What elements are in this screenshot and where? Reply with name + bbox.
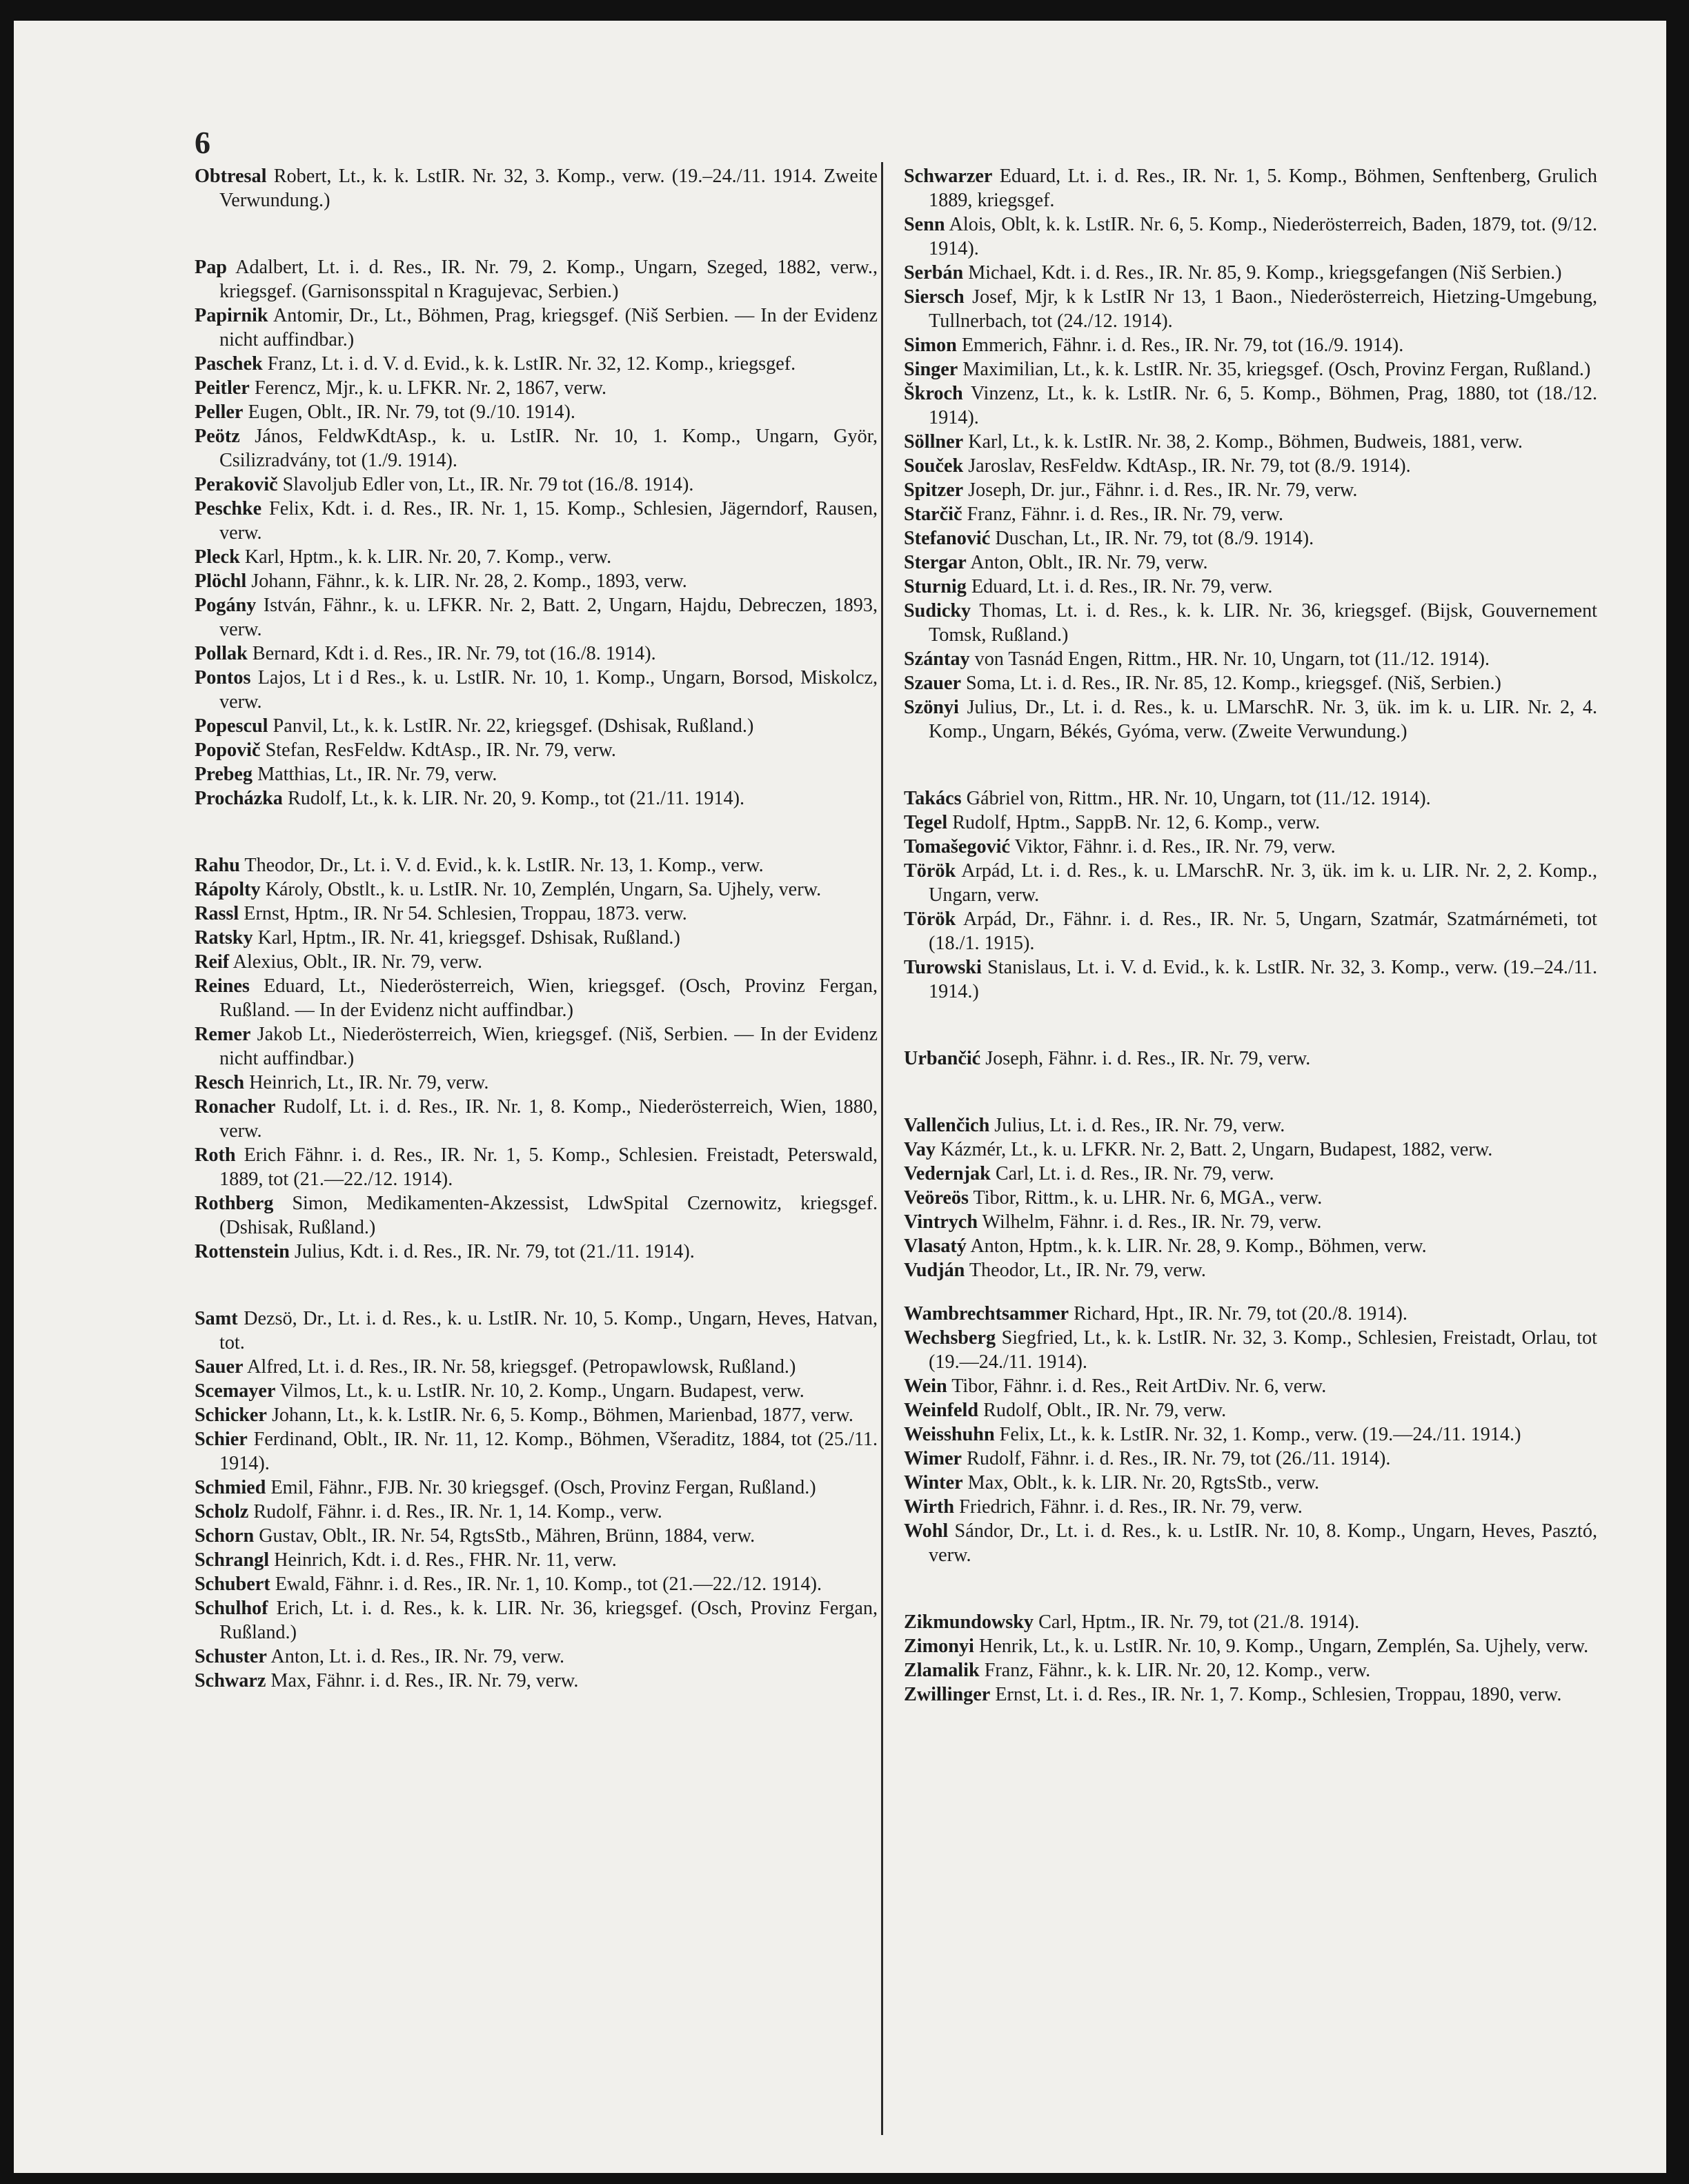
entry-details: Bernard, Kdt i. d. Res., IR. Nr. 79, tot (16./8. 1914).	[252, 643, 656, 664]
entry-surname: Schrangl	[195, 1549, 270, 1571]
register-entry	[195, 1524, 878, 1548]
entry-details: János, FeldwKdtAsp., k. u. LstIR. Nr. 10, 1. Komp., Ungarn, Györ, Csilizradvány, tot (1./9. 1914).	[219, 426, 878, 471]
register-entry	[195, 666, 878, 714]
entry-surname: Söllner	[904, 431, 964, 453]
register-entry	[904, 811, 1597, 835]
entry-surname: Vay	[904, 1139, 936, 1160]
entry-details: István, Fähnr., k. u. LFKR. Nr. 2, Batt. 2, Ungarn, Hajdu, Debreczen, 1893, verw.	[219, 595, 878, 640]
entry-details: Julius, Kdt. i. d. Res., IR. Nr. 79, tot (21./11. 1914).	[294, 1241, 695, 1262]
entry-details: Adalbert, Lt. i. d. Res., IR. Nr. 79, 2. Komp., Ungarn, Szeged, 1882, verw., kriegsgef. (Garnisonsspital n Kragujevac, Serbien.)	[219, 257, 878, 302]
register-entry	[904, 454, 1597, 478]
register-entry	[195, 1022, 878, 1071]
entry-surname: Obtresal	[195, 166, 267, 187]
entry-surname: Sudicky	[904, 600, 971, 622]
entry-details: Friedrich, Fähnr. i. d. Res., IR. Nr. 79, verw.	[959, 1496, 1303, 1518]
entry-surname: Wein	[904, 1376, 947, 1397]
register-entry	[195, 304, 878, 352]
register-entry	[904, 550, 1597, 575]
entry-surname: Rothberg	[195, 1193, 274, 1214]
entry-surname: Tegel	[904, 812, 948, 833]
register-entry	[195, 376, 878, 400]
register-entry	[904, 786, 1597, 811]
register-entry	[195, 1240, 878, 1264]
entry-details: Matthias, Lt., IR. Nr. 79, verw.	[257, 764, 497, 785]
entry-surname: Ronacher	[195, 1096, 276, 1118]
entry-surname: Wambrechtsammer	[904, 1303, 1069, 1324]
entry-surname: Stefanović	[904, 528, 991, 549]
entry-details: Johann, Fähnr., k. k. LIR. Nr. 28, 2. Komp., 1893, verw.	[251, 570, 687, 592]
entry-surname: Resch	[195, 1072, 245, 1093]
register-entry	[904, 261, 1597, 285]
register-entry	[904, 357, 1597, 381]
entry-surname: Popovič	[195, 739, 261, 761]
entry-surname: Popescul	[195, 715, 268, 737]
entry-surname: Zimonyi	[904, 1636, 974, 1657]
register-entry	[904, 859, 1597, 907]
entry-details: Max, Fähnr. i. d. Res., IR. Nr. 79, verw.	[270, 1670, 579, 1691]
register-entry	[195, 902, 878, 926]
entry-surname: Scemayer	[195, 1380, 276, 1402]
register-entry	[904, 575, 1597, 599]
entry-details: von Tasnád Engen, Rittm., HR. Nr. 10, Ungarn, tot (11./12. 1914).	[974, 648, 1490, 670]
entry-surname: Rottenstein	[195, 1241, 290, 1262]
entry-surname: Papirnik	[195, 305, 268, 326]
entry-surname: Prebeg	[195, 764, 253, 785]
entry-details: Alfred, Lt. i. d. Res., IR. Nr. 58, kriegsgef. (Petropawlowsk, Rußland.)	[246, 1356, 796, 1378]
entry-surname: Spitzer	[904, 479, 964, 501]
entry-details: Emmerich, Fähnr. i. d. Res., IR. Nr. 79, tot (16./9. 1914).	[961, 335, 1404, 356]
register-entry	[904, 1495, 1597, 1519]
entry-details: Joseph, Dr. jur., Fähnr. i. d. Res., IR. Nr. 79, verw.	[968, 479, 1358, 501]
entry-details: Antomir, Dr., Lt., Böhmen, Prag, kriegsgef. (Niš Serbien. — In der Evidenz nicht auffindbar.)	[219, 305, 878, 350]
entry-details: Jaroslav, ResFeldw. KdtAsp., IR. Nr. 79, tot (8./9. 1914).	[968, 455, 1411, 477]
register-entry	[195, 1645, 878, 1669]
register-entry	[195, 950, 878, 974]
register-entry	[195, 1379, 878, 1403]
entry-surname: Serbán	[904, 262, 964, 284]
register-entry	[904, 1138, 1597, 1162]
entry-surname: Schicker	[195, 1404, 267, 1426]
entry-details: Heinrich, Kdt. i. d. Res., FHR. Nr. 11, verw.	[274, 1549, 617, 1571]
register-entry	[904, 212, 1597, 261]
entry-details: Vinzenz, Lt., k. k. LstIR. Nr. 6, 5. Komp., Böhmen, Prag, 1880, tot (18./12. 1914).	[929, 383, 1597, 428]
register-entry	[195, 1307, 878, 1355]
left-column	[195, 164, 878, 1693]
register-entry	[904, 1258, 1597, 1282]
entry-surname: Plöchl	[195, 570, 247, 592]
entry-surname: Starčič	[904, 504, 962, 525]
entry-details: Eduard, Lt. i. d. Res., IR. Nr. 79, verw.	[971, 576, 1273, 597]
entry-surname: Weisshuhn	[904, 1424, 995, 1445]
entry-surname: Pogány	[195, 595, 257, 616]
register-entry	[195, 593, 878, 642]
section-gap	[195, 212, 878, 255]
section-gap	[904, 1282, 1597, 1302]
entry-surname: Procházka	[195, 788, 283, 809]
right-column	[904, 164, 1597, 1707]
entry-details: Kázmér, Lt., k. u. LFKR. Nr. 2, Batt. 2, Ungarn, Budapest, 1882, verw.	[940, 1139, 1493, 1160]
entry-details: Dezsö, Dr., Lt. i. d. Res., k. u. LstIR. Nr. 10, 5. Komp., Ungarn, Heves, Hatvan, tot.	[219, 1308, 878, 1353]
register-entry	[195, 1476, 878, 1500]
entry-details: Gustav, Oblt., IR. Nr. 54, RgtsStb., Mähren, Brünn, 1884, verw.	[259, 1525, 755, 1547]
entry-details: Anton, Hptm., k. k. LIR. Nr. 28, 9. Komp., Böhmen, verw.	[970, 1235, 1427, 1257]
entry-details: Slavoljub Edler von, Lt., IR. Nr. 79 tot (16./8. 1914).	[282, 474, 694, 495]
entry-surname: Rassl	[195, 903, 239, 924]
register-entry	[195, 1095, 878, 1143]
entry-surname: Török	[904, 909, 956, 930]
entry-surname: Vlasatý	[904, 1235, 967, 1257]
entry-surname: Schwarz	[195, 1670, 266, 1691]
entry-details: Theodor, Dr., Lt. i. V. d. Evid., k. k. LstIR. Nr. 13, 1. Komp., verw.	[244, 855, 764, 876]
entry-details: Ferencz, Mjr., k. u. LFKR. Nr. 2, 1867, verw.	[254, 377, 607, 399]
entry-details: Ernst, Hptm., IR. Nr 54. Schlesien, Troppau, 1873. verw.	[244, 903, 687, 924]
register-entry	[904, 907, 1597, 955]
entry-details: Maximilian, Lt., k. k. LstIR. Nr. 35, kriegsgef. (Osch, Provinz Fergan, Rußland.)	[962, 359, 1591, 380]
register-entry	[195, 497, 878, 545]
entry-surname: Vintrych	[904, 1211, 978, 1233]
entry-details: Stefan, ResFeldw. KdtAsp., IR. Nr. 79, verw.	[265, 739, 616, 761]
entry-details: Arpád, Dr., Fähnr. i. d. Res., IR. Nr. 5, Ungarn, Szatmár, Szatmárnémeti, tot (18./1. 1915).	[929, 909, 1597, 954]
entry-details: Rudolf, Lt. i. d. Res., IR. Nr. 1, 8. Komp., Niederösterreich, Wien, 1880, verw.	[219, 1096, 878, 1142]
entry-details: Károly, Obstlt., k. u. LstIR. Nr. 10, Zemplén, Ungarn, Sa. Ujhely, verw.	[265, 879, 822, 900]
register-entry	[904, 1682, 1597, 1707]
register-entry	[195, 1500, 878, 1524]
entry-surname: Peitler	[195, 377, 250, 399]
section-gap	[904, 1567, 1597, 1610]
entry-surname: Schuster	[195, 1646, 267, 1667]
register-entry	[195, 642, 878, 666]
entry-details: Eduard, Lt., Niederösterreich, Wien, kriegsgef. (Osch, Provinz Fergan, Rußland. — In der Evidenz nicht auffindbar.)	[219, 975, 878, 1021]
entry-surname: Schwarzer	[904, 166, 993, 187]
register-entry	[195, 714, 878, 738]
entry-surname: Vudján	[904, 1260, 965, 1281]
entry-details: Franz, Fähnr. i. d. Res., IR. Nr. 79, verw.	[967, 504, 1284, 525]
register-entry	[904, 1634, 1597, 1658]
entry-surname: Rahu	[195, 855, 240, 876]
register-entry	[195, 1548, 878, 1572]
entry-details: Panvil, Lt., k. k. LstIR. Nr. 22, kriegsgef. (Dshisak, Rußland.)	[273, 715, 754, 737]
entry-details: Karl, Hptm., k. k. LIR. Nr. 20, 7. Komp., verw.	[244, 546, 612, 568]
register-entry	[195, 1355, 878, 1379]
entry-details: Siegfried, Lt., k. k. LstIR. Nr. 32, 3. Komp., Schlesien, Freistadt, Orlau, tot (19.—24./11. 1914).	[929, 1327, 1598, 1373]
entry-surname: Wirth	[904, 1496, 955, 1518]
register-entry	[195, 1143, 878, 1191]
entry-details: Franz, Lt. i. d. V. d. Evid., k. k. LstIR. Nr. 32, 12. Komp., kriegsgef.	[267, 353, 796, 375]
entry-details: Eduard, Lt. i. d. Res., IR. Nr. 1, 5. Komp., Böhmen, Senftenberg, Grulich 1889, kriegsgef.	[929, 166, 1597, 211]
entry-surname: Senn	[904, 214, 945, 235]
entry-details: Julius, Lt. i. d. Res., IR. Nr. 79, verw.	[994, 1115, 1285, 1136]
entry-details: Gábriel von, Rittm., HR. Nr. 10, Ungarn, tot (11./12. 1914).	[966, 788, 1431, 809]
register-entry	[904, 599, 1597, 647]
register-entry	[195, 762, 878, 786]
entry-surname: Urbančić	[904, 1048, 981, 1069]
entry-details: Stanislaus, Lt. i. V. d. Evid., k. k. LstIR. Nr. 32, 3. Komp., verw. (19.–24./11. 1914.)	[929, 957, 1597, 1002]
entry-surname: Takács	[904, 788, 962, 809]
section-gap	[904, 744, 1597, 786]
register-entry	[904, 1447, 1597, 1471]
entry-details: Theodor, Lt., IR. Nr. 79, verw.	[969, 1260, 1206, 1281]
entry-surname: Turowski	[904, 957, 982, 978]
entry-surname: Wohl	[904, 1520, 949, 1542]
register-entry	[904, 1610, 1597, 1634]
entry-details: Simon, Medikamenten-Akzessist, LdwSpital Czernowitz, kriegsgef. (Dshisak, Rußland.)	[219, 1193, 878, 1238]
entry-surname: Vallenčich	[904, 1115, 990, 1136]
entry-details: Ernst, Lt. i. d. Res., IR. Nr. 1, 7. Komp., Schlesien, Troppau, 1890, verw.	[995, 1684, 1562, 1705]
register-entry	[195, 877, 878, 902]
register-entry	[904, 1162, 1597, 1186]
entry-details: Johann, Lt., k. k. LstIR. Nr. 6, 5. Komp., Böhmen, Marienbad, 1877, verw.	[271, 1404, 853, 1426]
entry-details: Anton, Lt. i. d. Res., IR. Nr. 79, verw.	[270, 1646, 565, 1667]
entry-details: Robert, Lt., k. k. LstIR. Nr. 32, 3. Komp., verw. (19.–24./11. 1914. Zweite Verwundung.)	[219, 166, 878, 211]
register-entry	[904, 1302, 1597, 1326]
entry-details: Joseph, Fähnr. i. d. Res., IR. Nr. 79, verw.	[985, 1048, 1311, 1069]
register-entry	[904, 430, 1597, 454]
entry-details: Viktor, Fähnr. i. d. Res., IR. Nr. 79, verw.	[1014, 836, 1336, 857]
register-entry	[904, 164, 1597, 212]
register-entry	[904, 955, 1597, 1004]
entry-details: Tibor, Rittm., k. u. LHR. Nr. 6, MGA., verw.	[973, 1187, 1323, 1209]
entry-details: Anton, Oblt., IR. Nr. 79, verw.	[970, 552, 1208, 573]
section-gap	[904, 1004, 1597, 1046]
register-entry	[904, 1210, 1597, 1234]
entry-surname: Perakovič	[195, 474, 278, 495]
register-entry	[904, 1374, 1597, 1398]
entry-details: Richard, Hpt., IR. Nr. 79, tot (20./8. 1914).	[1074, 1303, 1408, 1324]
register-entry	[195, 255, 878, 304]
entry-surname: Zwillinger	[904, 1684, 991, 1705]
register-entry	[195, 853, 878, 877]
register-entry	[904, 1234, 1597, 1258]
entry-details: Soma, Lt. i. d. Res., IR. Nr. 85, 12. Komp., kriegsgef. (Niš, Serbien.)	[966, 673, 1501, 694]
register-entry	[904, 647, 1597, 671]
register-entry	[195, 1403, 878, 1427]
entry-details: Eugen, Oblt., IR. Nr. 79, tot (9./10. 1914).	[248, 401, 575, 423]
entry-surname: Scholz	[195, 1501, 249, 1522]
entry-surname: Reines	[195, 975, 250, 997]
entry-surname: Pontos	[195, 667, 251, 688]
entry-details: Karl, Lt., k. k. LstIR. Nr. 38, 2. Komp., Böhmen, Budweis, 1881, verw.	[968, 431, 1523, 453]
register-entry	[904, 502, 1597, 526]
section-gap	[195, 811, 878, 853]
entry-surname: Schmied	[195, 1477, 266, 1498]
entry-details: Rudolf, Oblt., IR. Nr. 79, verw.	[983, 1400, 1227, 1421]
register-entry	[904, 1398, 1597, 1422]
entry-details: Carl, Lt. i. d. Res., IR. Nr. 79, verw.	[995, 1163, 1274, 1184]
register-entry	[904, 1471, 1597, 1495]
register-entry	[904, 1326, 1597, 1374]
entry-details: Duschan, Lt., IR. Nr. 79, tot (8./9. 1914).	[995, 528, 1314, 549]
entry-surname: Schier	[195, 1429, 248, 1450]
register-entry	[904, 333, 1597, 357]
entry-details: Arpád, Lt. i. d. Res., k. u. LMarschR. Nr. 3, ük. im k. u. LIR. Nr. 2, 2. Komp., Ungarn, verw.	[929, 860, 1597, 906]
register-entry	[195, 473, 878, 497]
register-entry	[195, 926, 878, 950]
register-entry	[904, 285, 1597, 333]
entry-surname: Ratsky	[195, 927, 253, 949]
entry-surname: Zlamalik	[904, 1660, 980, 1681]
register-entry	[195, 569, 878, 593]
entry-surname: Pollak	[195, 643, 248, 664]
entry-details: Vilmos, Lt., k. u. LstIR. Nr. 10, 2. Komp., Ungarn. Budapest, verw.	[279, 1380, 804, 1402]
entry-details: Franz, Fähnr., k. k. LIR. Nr. 20, 12. Komp., verw.	[984, 1660, 1371, 1681]
entry-surname: Winter	[904, 1472, 963, 1493]
register-entry	[195, 352, 878, 376]
entry-surname: Török	[904, 860, 956, 882]
register-entry	[904, 1658, 1597, 1682]
register-entry	[195, 1669, 878, 1693]
register-entry	[195, 1071, 878, 1095]
register-entry	[195, 1572, 878, 1596]
entry-details: Emil, Fähnr., FJB. Nr. 30 kriegsgef. (Osch, Provinz Fergan, Rußland.)	[270, 1477, 816, 1498]
entry-surname: Peller	[195, 401, 244, 423]
entry-details: Henrik, Lt., k. u. LstIR. Nr. 10, 9. Komp., Ungarn, Zemplén, Sa. Ujhely, verw.	[978, 1636, 1589, 1657]
entry-surname: Pleck	[195, 546, 240, 568]
entry-details: Carl, Hptm., IR. Nr. 79, tot (21./8. 1914).	[1038, 1611, 1360, 1633]
register-entry	[904, 695, 1597, 744]
register-entry	[904, 1046, 1597, 1071]
entry-details: Thomas, Lt. i. d. Res., k. k. LIR. Nr. 36, kriegsgef. (Bijsk, Gouvernement Tomsk, Rußland.)	[929, 600, 1597, 646]
entry-surname: Stergar	[904, 552, 967, 573]
entry-details: Wilhelm, Fähnr. i. d. Res., IR. Nr. 79, verw.	[982, 1211, 1322, 1233]
document-page	[14, 21, 1666, 2173]
entry-surname: Schulhof	[195, 1598, 268, 1619]
entry-surname: Škroch	[904, 383, 963, 404]
register-entry	[195, 164, 878, 212]
register-entry	[195, 738, 878, 762]
register-entry	[195, 1596, 878, 1645]
register-entry	[904, 1113, 1597, 1138]
entry-details: Julius, Dr., Lt. i. d. Res., k. u. LMarschR. Nr. 3, ük. im k. u. LIR. Nr. 2, 4. Komp., Ungarn, Békés, Gyóma, verw. (Zweite Verwundung.)	[929, 697, 1597, 742]
entry-details: Rudolf, Fähnr. i. d. Res., IR. Nr. 79, tot (26./11. 1914).	[967, 1448, 1391, 1469]
register-entry	[195, 786, 878, 811]
entry-surname: Veöreös	[904, 1187, 969, 1209]
register-entry	[195, 1427, 878, 1476]
register-entry	[195, 974, 878, 1022]
entry-surname: Zikmundowsky	[904, 1611, 1034, 1633]
entry-surname: Samt	[195, 1308, 238, 1329]
entry-details: Sándor, Dr., Lt. i. d. Res., k. u. LstIR. Nr. 10, 8. Komp., Ungarn, Heves, Pasztó, verw.	[929, 1520, 1598, 1566]
entry-surname: Singer	[904, 359, 958, 380]
page-number: 6	[195, 125, 210, 160]
entry-details: Lajos, Lt i d Res., k. u. LstIR. Nr. 10, 1. Komp., Ungarn, Borsod, Miskolcz, verw.	[219, 667, 878, 713]
register-entry	[904, 381, 1597, 430]
section-gap	[904, 1071, 1597, 1113]
entry-surname: Peötz	[195, 426, 240, 447]
register-entry	[904, 835, 1597, 859]
entry-surname: Szántay	[904, 648, 970, 670]
register-entry	[904, 1186, 1597, 1210]
register-entry	[904, 671, 1597, 695]
register-entry	[904, 1519, 1597, 1567]
register-entry	[195, 400, 878, 424]
entry-details: Max, Oblt., k. k. LIR. Nr. 20, RgtsStb., verw.	[967, 1472, 1320, 1493]
entry-surname: Souček	[904, 455, 964, 477]
entry-details: Erich, Lt. i. d. Res., k. k. LIR. Nr. 36, kriegsgef. (Osch, Provinz Fergan, Rußland.)	[219, 1598, 878, 1643]
entry-surname: Szauer	[904, 673, 961, 694]
entry-surname: Schubert	[195, 1574, 270, 1595]
entry-details: Ewald, Fähnr. i. d. Res., IR. Nr. 1, 10. Komp., tot (21.—22./12. 1914).	[275, 1574, 822, 1595]
register-entry	[904, 526, 1597, 550]
entry-details: Jakob Lt., Niederösterreich, Wien, kriegsgef. (Niš, Serbien. — In der Evidenz nicht auffindbar.)	[219, 1024, 878, 1069]
entry-surname: Weinfeld	[904, 1400, 979, 1421]
entry-details: Erich Fähnr. i. d. Res., IR. Nr. 1, 5. Komp., Schlesien. Freistadt, Peterswald, 1889, tot (21.—22./12. 1914).	[219, 1144, 878, 1190]
entry-surname: Simon	[904, 335, 957, 356]
entry-surname: Wechsberg	[904, 1327, 996, 1349]
entry-surname: Rápolty	[195, 879, 261, 900]
entry-details: Alexius, Oblt., IR. Nr. 79, verw.	[233, 951, 483, 973]
entry-surname: Peschke	[195, 498, 262, 519]
entry-surname: Tomašegović	[904, 836, 1010, 857]
entry-surname: Schorn	[195, 1525, 255, 1547]
entry-surname: Pap	[195, 257, 227, 278]
register-entry	[195, 424, 878, 473]
entry-details: Felix, Lt., k. k. LstIR. Nr. 32, 1. Komp., verw. (19.—24./11. 1914.)	[999, 1424, 1521, 1445]
entry-surname: Paschek	[195, 353, 263, 375]
entry-surname: Szönyi	[904, 697, 959, 718]
section-gap	[195, 1264, 878, 1307]
register-entry	[904, 1422, 1597, 1447]
entry-surname: Siersch	[904, 286, 965, 308]
entry-details: Rudolf, Hptm., SappB. Nr. 12, 6. Komp., verw.	[952, 812, 1321, 833]
entry-details: Felix, Kdt. i. d. Res., IR. Nr. 1, 15. Komp., Schlesien, Jägerndorf, Rausen, verw.	[219, 498, 878, 544]
entry-details: Rudolf, Fähnr. i. d. Res., IR. Nr. 1, 14. Komp., verw.	[253, 1501, 662, 1522]
entry-details: Heinrich, Lt., IR. Nr. 79, verw.	[249, 1072, 489, 1093]
entry-details: Karl, Hptm., IR. Nr. 41, kriegsgef. Dshisak, Rußland.)	[257, 927, 680, 949]
register-entry	[195, 545, 878, 569]
entry-surname: Vedernjak	[904, 1163, 991, 1184]
entry-details: Michael, Kdt. i. d. Res., IR. Nr. 85, 9. Komp., kriegsgefangen (Niš Serbien.)	[968, 262, 1562, 284]
entry-details: Alois, Oblt, k. k. LstIR. Nr. 6, 5. Komp., Niederösterreich, Baden, 1879, tot. (9/12. 1914).	[929, 214, 1598, 259]
entry-details: Josef, Mjr, k k LstIR Nr 13, 1 Baon., Niederösterreich, Hietzing-Umgebung, Tullnerbach, tot (24./12. 1914).	[929, 286, 1597, 332]
entry-surname: Sturnig	[904, 576, 967, 597]
register-entry	[195, 1191, 878, 1240]
entry-surname: Roth	[195, 1144, 236, 1166]
register-entry	[904, 478, 1597, 502]
entry-surname: Reif	[195, 951, 230, 973]
entry-details: Ferdinand, Oblt., IR. Nr. 11, 12. Komp., Böhmen, Všeraditz, 1884, tot (25./11. 1914).	[219, 1429, 878, 1474]
entry-surname: Sauer	[195, 1356, 244, 1378]
entry-details: Rudolf, Lt., k. k. LIR. Nr. 20, 9. Komp., tot (21./11. 1914).	[287, 788, 745, 809]
entry-details: Tibor, Fähnr. i. d. Res., Reit ArtDiv. Nr. 6, verw.	[951, 1376, 1327, 1397]
column-divider	[881, 162, 883, 2135]
entry-surname: Wimer	[904, 1448, 962, 1469]
entry-surname: Remer	[195, 1024, 251, 1045]
